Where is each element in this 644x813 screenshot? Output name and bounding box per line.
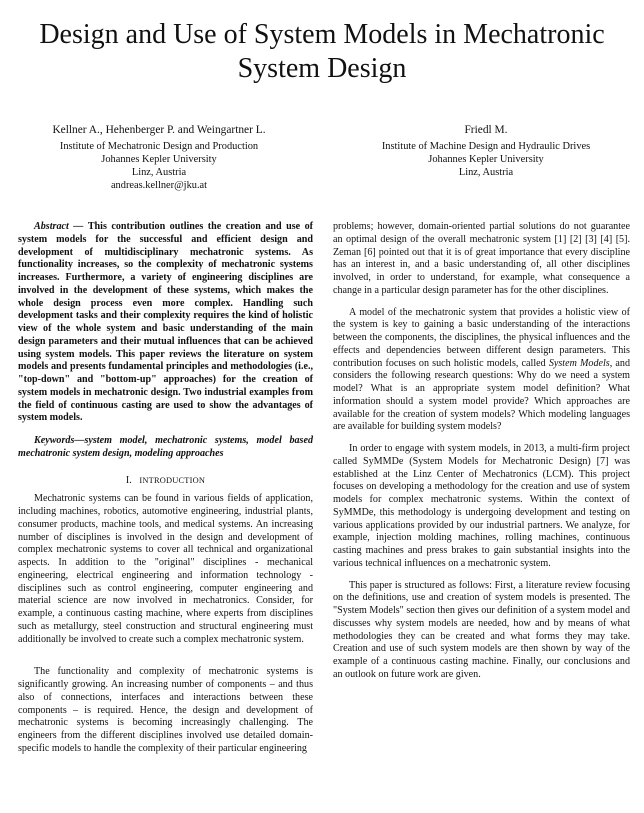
- section-heading-introduction: [18, 475, 313, 488]
- system-models-term: System Models: [548, 357, 610, 369]
- author-email[interactable]: andreas.kellner@jku.at: [110, 180, 208, 191]
- author-city: Linz, Austria: [458, 167, 514, 178]
- paper-title: [0, 18, 644, 86]
- body-paragraph-2-part-a: A model of the mechatronic system that provides a holistic view of the system is key to gaining a basic understanding of the interactions between the components, the disciplines, the physical influences and the effects and dependencies between different design parameters. This contribution focuses on such holistic models, called: [333, 306, 630, 369]
- intro-paragraph-2: The functionality and complexity of mechatronic systems is significantly growing. An increasing number of components – and thus also of connections, interfaces and interactions between these components – is required. Hence, the design and development of mechatronic systems is becoming increasingly challenging. The engineers from the different disciplines involved use detailed domain-specific models to handle the complexity of their particular engineering: [18, 666, 313, 754]
- body-paragraph-2: [333, 307, 630, 435]
- body-paragraph-4: This paper is structured as follows: First, a literature review focusing on the definitions, use and creation of system models is presented. The "System Models" section then gives our definition of a system model and discusses why system models are needed, how and by means of what methodologies they can be created and what forms they may take. Creation and use of such system models are then shown by way of the example of a continuous casting machine. Finally, our conclusions and an outlook on future work are given.: [333, 579, 630, 680]
- intro-paragraph-1: Mechatronic systems can be found in various fields of application, including machines, robotics, automotive engineering, industrial plants, consumer products, machine tools, and medical systems. An increasing number of disciplines is involved in the design and development of complex mechatronic systems to cover all technical and organizational aspects. In addition to the "original" disciplines - mechanical engineering, electrical engineering and information technology - disciplines such as control engineering, computer engineering and material science are now involved in mechatronics. Consider, for example, a continuous casting machine, where experts from disciplines such as metallurgy, steel construction and structural engineering must additionally be involved to create such a complex mechatronic system.: [18, 493, 313, 645]
- author-university: Johannes Kepler University: [101, 154, 217, 165]
- title-line-2: System Design: [237, 53, 407, 84]
- author-block-left: [16, 124, 302, 192]
- section-number: I.: [125, 474, 132, 486]
- abstract-body: This contribution outlines the creation and use of system models for the successful and efficient design and development of multidisciplinary mechatronic systems. As functionality increases, so the complexity of mechatronic systems increases. Furthermore, a variety of engineering disciplines are involved in the development of these systems, which makes the whole design process even more complex. Handling such development tasks and their complexity requires the kind of holistic view of the whole system and basic understanding of the main design parameters and their mutual influences that can be achieved using system models. This paper reviews the literature on system models and presents fundamental principles and methodologies (i.e., "top-down" and "bottom-up" approaches) for the creation of system models in mechatronic design. Two industrial examples from the field of continuous casting are used to show the advantages of system models.: [18, 221, 313, 424]
- author-names: Kellner A., Hehenberger P. and Weingartner L.: [52, 124, 266, 136]
- author-block-right: [340, 124, 632, 179]
- right-column: [333, 221, 630, 682]
- left-column: [18, 221, 313, 756]
- section-title: INTRODUCTION: [139, 475, 206, 485]
- body-paragraph-2-part-b: , and considers the following research questions: Why do we need a system model? What is an appropriate system model definition? What information should a system model provide? Which approaches are available for the creation of system models? Which modeling languages are available for building system models?: [333, 357, 630, 433]
- body-paragraph-1: problems; however, domain-oriented partial solutions do not guarantee an optimal design of the overall mechatronic system [1] [2] [3] [4] [5]. Zeman [6] pointed out that it is of great importance that every discipline has an interest in, and a basic understanding of, all other disciplines involved, in order to understand, for example, what consequence a change in a particular design parameter has for the other disciplines.: [333, 221, 630, 296]
- abstract: [18, 221, 313, 425]
- author-affiliation: Institute of Mechatronic Design and Production: [59, 141, 259, 152]
- body-paragraph-3: In order to engage with system models, in 2013, a multi-firm project called SyMMDe (System Models for Mechatronic Design) [7] was established at the Linz Center of Mechatronics (LCM). This project focuses on developing a methodology for the creation and use of system models for complex mechatronic systems. Within the context of SyMMDe, this methodology is undergoing development and testing on various applications provided by our industrial partners. We analyze, for example, injection molding machines, rolling machines, continuous casting machines and press brakes to gain substantial insights into the various technical influences on a mechatronic system.: [333, 443, 630, 569]
- title-line-1: Design and Use of System Models in Mechatronic: [39, 19, 605, 50]
- keywords: Keywords—system model, mechatronic systems, model based mechatronic system design, modeling approaches: [18, 435, 313, 459]
- author-university: Johannes Kepler University: [428, 154, 544, 165]
- author-names: Friedl M.: [464, 124, 508, 136]
- abstract-lead: Abstract —: [34, 221, 88, 232]
- author-affiliation: Institute of Machine Design and Hydraulic Drives: [381, 141, 591, 152]
- author-city: Linz, Austria: [131, 167, 187, 178]
